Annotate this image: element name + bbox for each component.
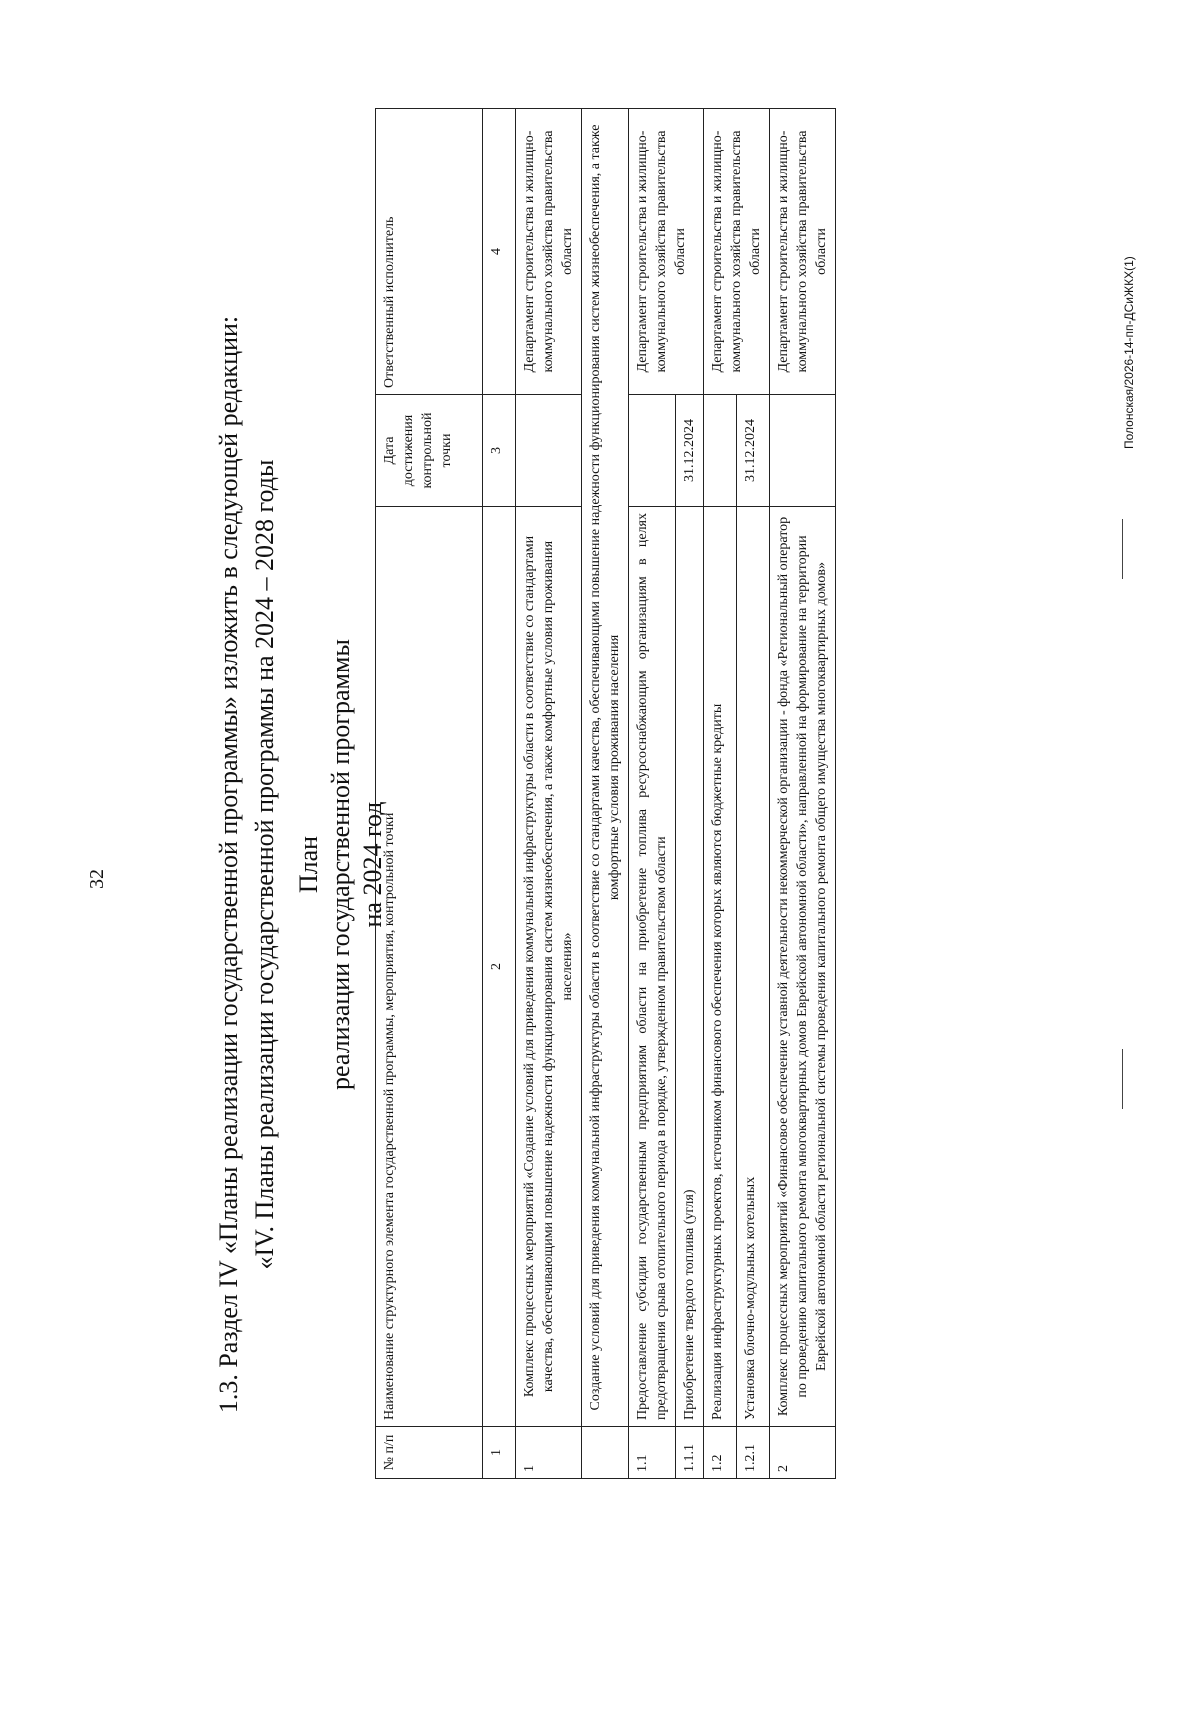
row-name: Реализация инфраструктурных проектов, источником финансового обеспечения которых являются бюджетные кредиты (704, 507, 737, 1427)
col-number: 3 (483, 395, 516, 507)
row-num: 1.2.1 (737, 1427, 770, 1479)
plan-title: План (294, 835, 323, 894)
row-num: 2 (770, 1427, 836, 1479)
row-name: Комплекс процессных мероприятий «Финансовое обеспечение уставной деятельности некоммерческой организации - фонда «Региональный оператор по проведению капитального ремонта многоквартирных домов Еврейской автономной области», направленной на формирование на территории Еврейской автономной области региональной системы проведения капитального ремонта общего имущества многоквартирных домов» (770, 507, 836, 1427)
row-date (770, 395, 836, 507)
row-executor: Департамент строительства и жилищно-коммунального хозяйства правительства области (629, 109, 704, 395)
header-num: № п/п (376, 1427, 483, 1479)
table-row (582, 109, 629, 1479)
col-number: 4 (483, 109, 516, 395)
document-footer-code: Полонская/2026-14-пп-ДСиЖКХ(1) (1122, 256, 1136, 449)
col-number: 1 (483, 1427, 516, 1479)
row-num: 1.1 (629, 1427, 676, 1479)
divider (1122, 519, 1123, 579)
header-name: Наименование структурного элемента государственной программы, мероприятия, контрольной точки (376, 507, 483, 1427)
row-num (582, 1427, 629, 1479)
row-date (704, 395, 737, 507)
row-date (516, 395, 582, 507)
row-task-name: Создание условий для приведения коммунальной инфраструктуры области в соответствие со стандартами качества, обеспечивающими повышение надежности функционирования систем жизнеобеспечения, а также комфортные условия проживания населения (582, 109, 629, 1427)
section-subheading: «IV. Планы реализации государственной программы на 2024 – 2028 годы (250, 459, 279, 1270)
header-executor: Ответственный исполнитель (376, 109, 483, 395)
section-heading: 1.3. Раздел IV «Планы реализации государственной программы» изложить в следующей редакции: (214, 315, 243, 1414)
row-name: Установка блочно-модульных котельных (737, 507, 770, 1427)
plan-year: на 2024 год (358, 801, 387, 928)
plan-subtitle: реализации государственной программы (326, 639, 355, 1090)
row-num: 1.2 (704, 1427, 737, 1479)
table-header-row (376, 109, 483, 1479)
table-row (704, 109, 737, 1479)
table-row (629, 109, 676, 1479)
header-date: Дата достижения контрольной точки (376, 395, 483, 507)
row-date (629, 395, 676, 507)
row-name: Предоставление субсидии государственным предприятиям области на приобретение топлива ресурсоснабжающим организациям в целях предотвращения срыва отопительного периода в порядке, утвержденном правительством области (629, 507, 676, 1427)
table-row (516, 109, 582, 1479)
row-executor: Департамент строительства и жилищно-коммунального хозяйства правительства области (704, 109, 770, 395)
row-date: 31.12.2024 (676, 395, 704, 507)
divider (1122, 1049, 1123, 1109)
row-num: 1.1.1 (676, 1427, 704, 1479)
table-row (770, 109, 836, 1479)
row-name: Приобретение твердого топлива (угля) (676, 507, 704, 1427)
col-number: 2 (483, 507, 516, 1427)
page-number: 32 (86, 869, 108, 889)
row-executor: Департамент строительства и жилищно-коммунального хозяйства правительства области (516, 109, 582, 395)
row-date: 31.12.2024 (737, 395, 770, 507)
row-executor: Департамент строительства и жилищно-коммунального хозяйства правительства области (770, 109, 836, 395)
row-num: 1 (516, 1427, 582, 1479)
plan-table (375, 108, 836, 1479)
column-number-row (483, 109, 516, 1479)
row-name: Комплекс процессных мероприятий «Создание условий для приведения коммунальной инфраструктуры области в соответствие со стандартами качества, обеспечивающими повышение надежности функционирования систем жизнеобеспечения, а также комфортные условия проживания населения» (516, 507, 582, 1427)
